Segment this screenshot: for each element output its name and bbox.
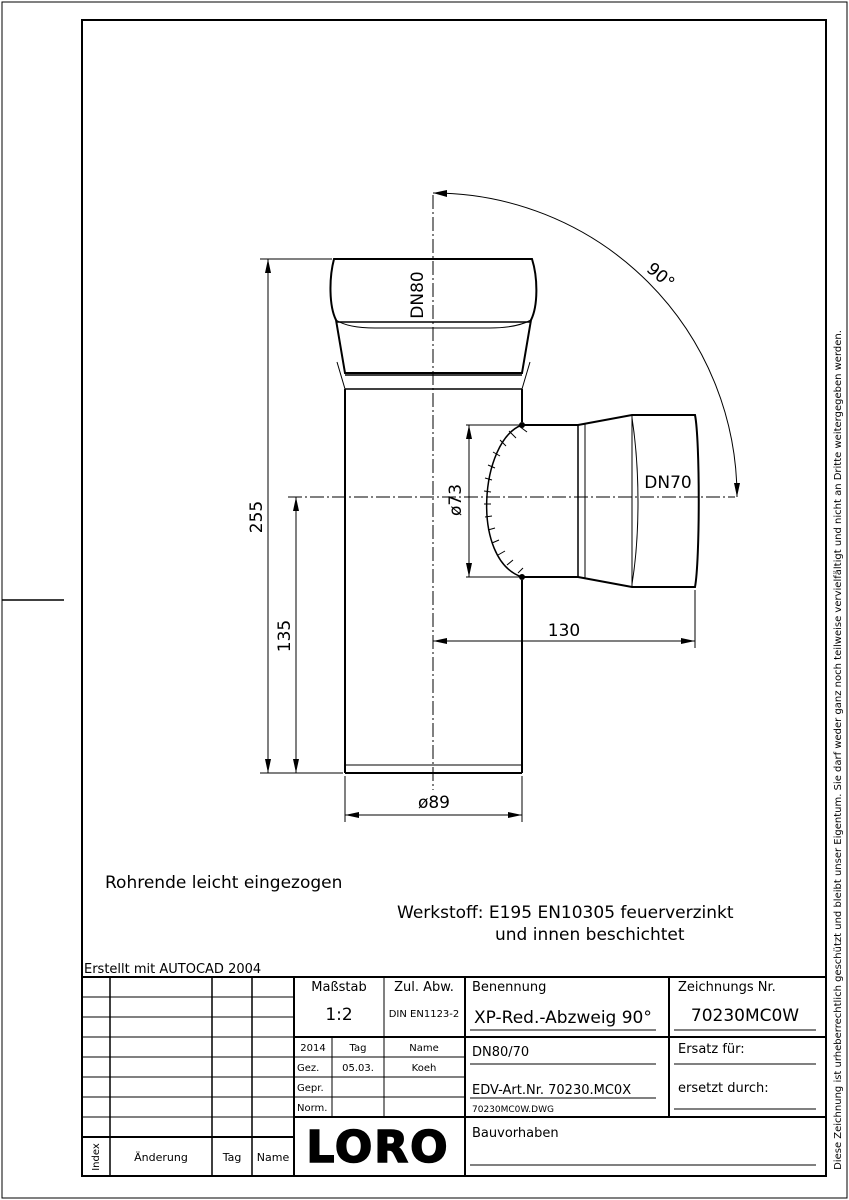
material-note-line1: Werkstoff: E195 EN10305 feuerverzinkt xyxy=(397,903,734,923)
replacement-for-label: Ersatz für: xyxy=(678,1042,745,1057)
replaced-by-label: ersetzt durch: xyxy=(678,1081,769,1096)
scale-label: Maßstab xyxy=(311,980,367,995)
change-header: Änderung xyxy=(134,1151,188,1164)
pipe-end-note: Rohrende leicht eingezogen xyxy=(105,873,343,893)
norm-label: Norm. xyxy=(297,1103,328,1114)
copyright-side-note: Diese Zeichnung ist urheberrechtlich geschützt und bleibt unser Eigentum. Sie darf weder ganz noch teilweise vervielfältigt und nicht an Dritte weitergegeben werden. xyxy=(833,330,844,1170)
created-with-note: Erstellt mit AUTOCAD 2004 xyxy=(84,962,262,977)
dn70-label: DN70 xyxy=(644,473,692,493)
day-header: Tag xyxy=(349,1043,367,1054)
height-255-label: 255 xyxy=(247,500,267,534)
change-day-header: Tag xyxy=(222,1151,242,1164)
drawing-number-value: 70230MC0W xyxy=(690,1006,800,1026)
size-value: DN80/70 xyxy=(472,1045,530,1060)
designation-value: XP-Red.-Abzweig 90° xyxy=(474,1008,652,1028)
year-value: 2014 xyxy=(300,1043,326,1054)
name-header: Name xyxy=(409,1043,439,1054)
checked-label: Gepr. xyxy=(297,1083,324,1094)
angle-90-label: 90° xyxy=(642,258,679,294)
logo-text: LORO xyxy=(306,1122,450,1173)
drawn-day: 05.03. xyxy=(342,1063,374,1074)
drawn-label: Gez. xyxy=(297,1063,320,1074)
drawing-number-label: Zeichnungs Nr. xyxy=(678,980,776,995)
diameter-73-label: ø73 xyxy=(446,483,466,517)
edp-number: EDV-Art.Nr. 70230.MC0X xyxy=(472,1083,632,1098)
designation-label: Benennung xyxy=(472,980,547,995)
index-header: Index xyxy=(91,1143,102,1171)
loro-logo xyxy=(306,1122,449,1173)
project-label: Bauvorhaben xyxy=(472,1126,559,1141)
height-135-label: 135 xyxy=(275,619,295,653)
tolerance-value: DIN EN1123-2 xyxy=(388,1009,460,1020)
file-name: 70230MC0W.DWG xyxy=(472,1105,554,1115)
length-130-label: 130 xyxy=(547,621,581,641)
dn80-label: DN80 xyxy=(408,271,428,319)
change-name-header: Name xyxy=(256,1151,290,1164)
tolerance-label: Zul. Abw. xyxy=(394,980,454,995)
drawn-name: Koeh xyxy=(411,1063,437,1074)
material-note-line2: und innen beschichtet xyxy=(495,925,685,945)
diameter-89-label: ø89 xyxy=(417,793,451,813)
scale-value: 1:2 xyxy=(325,1005,353,1025)
